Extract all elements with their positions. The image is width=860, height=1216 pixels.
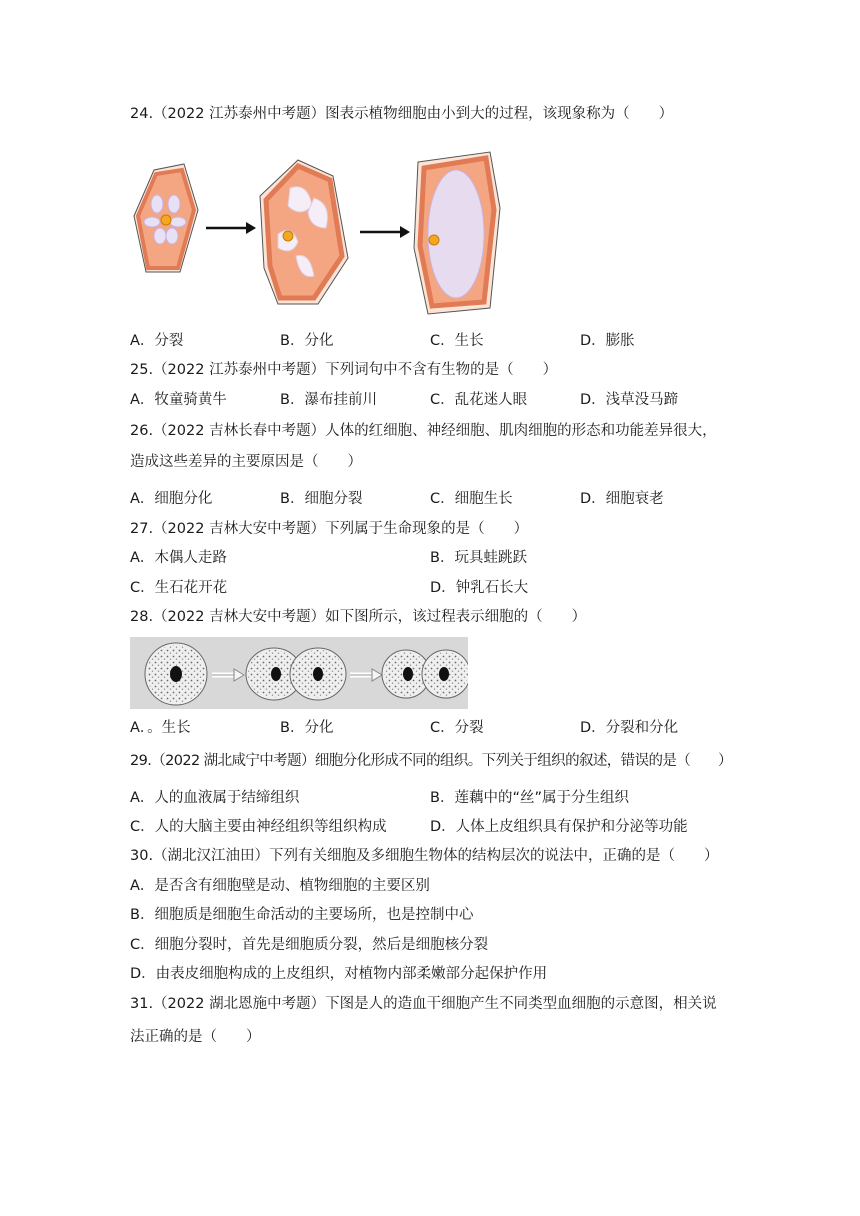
- q27-option-a: A．木偶人走路: [130, 550, 227, 566]
- q26-option-b: B．细胞分裂: [280, 491, 363, 507]
- q29-option-d: D．人体上皮组织具有保护和分泌等功能: [430, 819, 688, 835]
- medium-cell: [260, 160, 348, 304]
- q30-option-c: C．细胞分裂时，首先是细胞质分裂，然后是细胞核分裂: [130, 937, 489, 953]
- q26-option-c: C．细胞生长: [430, 491, 513, 507]
- cell-division-figure: [130, 637, 468, 709]
- q27-option-b: B．玩具蛙跳跃: [430, 550, 527, 566]
- q24-option-c: C．生长: [430, 333, 484, 349]
- q28-option-c: C．分裂: [430, 720, 484, 736]
- q25-option-d: D．浅草没马蹄: [580, 392, 679, 408]
- q28-option-d: D．分裂和分化: [580, 720, 679, 736]
- q29-option-a: A．人的血液属于结缔组织: [130, 790, 300, 806]
- question-24-stem: 24.（2022 江苏泰州中考题）图表示植物细胞由小到大的过程，该现象称为（ ）: [130, 106, 674, 122]
- q24-option-b: B．分化: [280, 333, 334, 349]
- q26-option-a: A．细胞分化: [130, 491, 213, 507]
- q27-option-c: C．生石花开花: [130, 580, 228, 596]
- large-cell: [414, 152, 500, 314]
- question-27-stem: 27.（2022 吉林大安中考题）下列属于生命现象的是（ ）: [130, 521, 529, 537]
- question-28-stem: 28.（2022 吉林大安中考题）如下图所示，该过程表示细胞的（ ）: [130, 609, 587, 625]
- question-31-stem-cont: 法正确的是（ ）: [130, 1029, 261, 1045]
- question-26-stem-cont: 造成这些差异的主要原因是（ ）: [130, 454, 362, 470]
- q28-option-b: B．分化: [280, 720, 334, 736]
- q30-option-d: D．由表皮细胞构成的上皮组织，对植物内部柔嫩部分起保护作用: [130, 966, 548, 982]
- q26-option-d: D．细胞衰老: [580, 491, 664, 507]
- q27-option-d: D．钟乳石长大: [430, 580, 529, 596]
- q24-option-a: A．分裂: [130, 333, 184, 349]
- question-26-stem: 26.（2022 吉林长春中考题）人体的红细胞、神经细胞、肌肉细胞的形态和功能差异很大，: [130, 423, 717, 439]
- q29-option-b: B．莲藕中的“丝”属于分生组织: [430, 790, 629, 806]
- q28-option-a: A．。生长: [130, 720, 191, 736]
- q25-option-b: B．瀑布挂前川: [280, 392, 377, 408]
- q24-option-d: D．膨胀: [580, 333, 635, 349]
- question-29-stem: 29.（2022 湖北咸宁中考题）细胞分化形成不同的组织。下列关于组织的叙述，错误的是（ ）: [130, 753, 732, 769]
- q25-option-a: A．牧童骑黄牛: [130, 392, 227, 408]
- q30-option-a: A．是否含有细胞壁是动、植物细胞的主要区别: [130, 878, 430, 894]
- question-30-stem: 30.（湖北汉江油田）下列有关细胞及多细胞生物体的结构层次的说法中，正确的是（ ）: [130, 848, 719, 864]
- question-25-stem: 25.（2022 江苏泰州中考题）下列词句中不含有生物的是（ ）: [130, 362, 558, 378]
- q29-option-c: C．人的大脑主要由神经组织等组织构成: [130, 819, 387, 835]
- q25-option-c: C．乱花迷人眼: [430, 392, 528, 408]
- question-31-stem: 31.（2022 湖北恩施中考题）下图是人的造血干细胞产生不同类型血细胞的示意图，相关说: [130, 996, 717, 1012]
- q30-option-b: B．细胞质是细胞生命活动的主要场所，也是控制中心: [130, 907, 474, 923]
- plant-cell-growth-figure: [128, 148, 508, 320]
- small-cell: [134, 164, 198, 272]
